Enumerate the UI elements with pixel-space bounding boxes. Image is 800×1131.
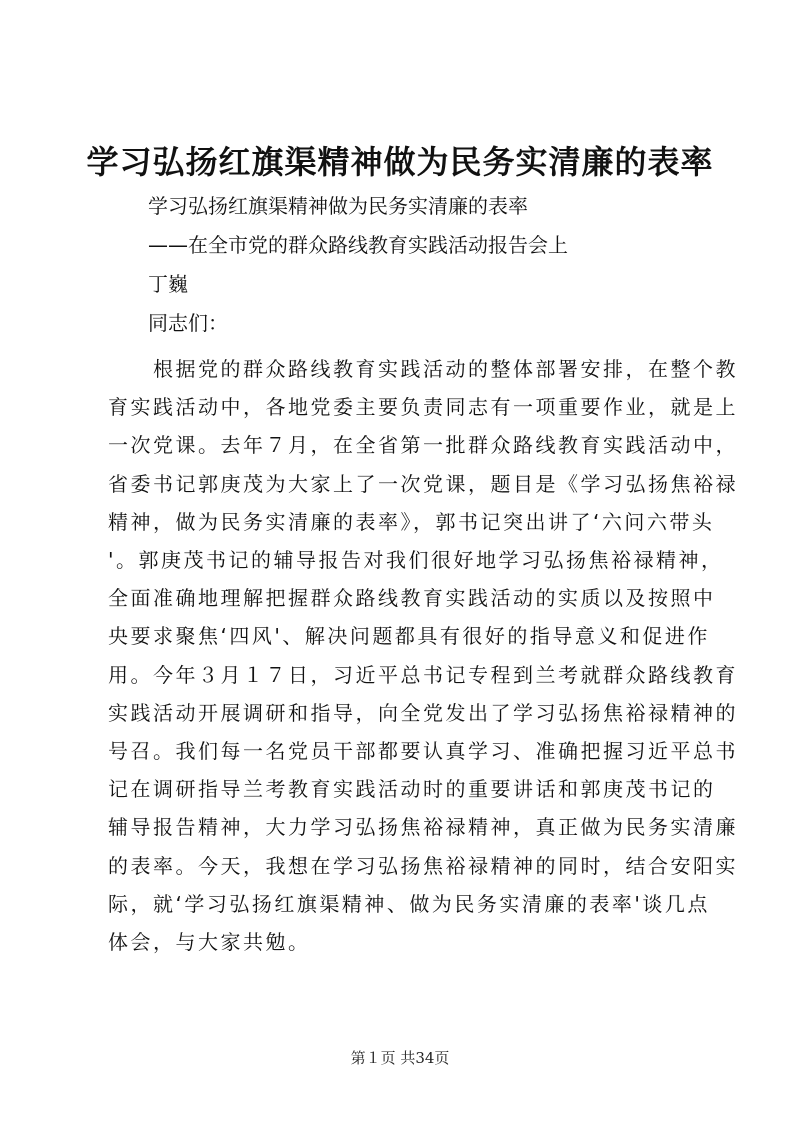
- body-line: 精神，做为民务实清廉的表率》，郭书记突出讲了‘六问六带头: [108, 509, 715, 534]
- body-paragraph: [108, 350, 738, 961]
- body-line: 一次党课。去年７月，在全省第一批群众路线教育实践活动中，: [108, 433, 738, 458]
- body-line: '。郭庚茂书记的辅导报告对我们很好地学习弘扬焦裕禄精神，: [108, 548, 724, 573]
- body-line: 的表率。今天，我想在学习弘扬焦裕禄精神的同时，结合安阳实: [108, 853, 738, 878]
- body-line: 体会，与大家共勉。: [108, 930, 311, 955]
- body-line: 全面准确地理解把握群众路线教育实践活动的实质以及按照中: [108, 586, 716, 611]
- body-line: 记在调研指导兰考教育实践活动时的重要讲话和郭庚茂书记的: [108, 777, 716, 802]
- document-subheading: ——在全市党的群众路线教育实践活动报告会上: [148, 233, 568, 257]
- document-subtitle: 学习弘扬红旗渠精神做为民务实清廉的表率: [148, 194, 528, 218]
- body-line: 号召。我们每一名党员干部都要认真学习、准确把握习近平总书: [108, 739, 738, 764]
- body-line: 育实践活动中，各地党委主要负责同志有一项重要作业，就是上: [108, 395, 738, 420]
- body-line: 用。今年３月１７日，习近平总书记专程到兰考就群众路线教育: [108, 662, 738, 687]
- author-name: 丁巍: [148, 272, 188, 296]
- body-line: 际，就‘学习弘扬红旗渠精神、做为民务实清廉的表率'谈几点: [108, 891, 710, 916]
- document-title: 学习弘扬红旗渠精神做为民务实清廉的表率: [86, 143, 714, 181]
- body-line: 实践活动开展调研和指导，向全党发出了学习弘扬焦裕禄精神的: [108, 700, 738, 725]
- page-footer: 第１页 共34页: [350, 1049, 450, 1067]
- salutation: 同志们：: [148, 311, 228, 335]
- body-line: 辅导报告精神，大力学习弘扬焦裕禄精神，真正做为民务实清廉: [108, 815, 738, 840]
- body-line: 根据党的群众路线教育实践活动的整体部署安排，在整个教: [108, 357, 738, 381]
- body-line: 央要求聚焦‘四风'、解决问题都具有很好的指导意义和促进作: [108, 624, 710, 649]
- body-line: 省委书记郭庚茂为大家上了一次党课，题目是《学习弘扬焦裕禄: [108, 471, 738, 496]
